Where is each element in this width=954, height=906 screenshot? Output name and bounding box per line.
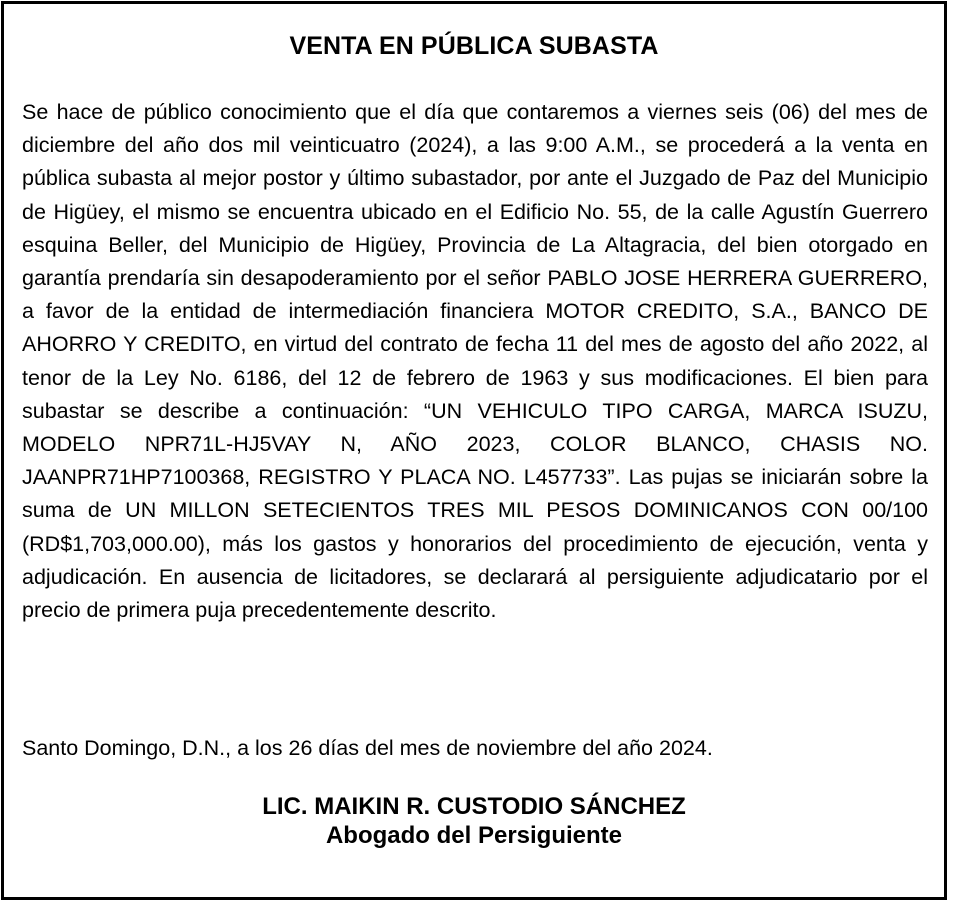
place-and-date: Santo Domingo, D.N., a los 26 días del mes de noviembre del año 2024. [22, 736, 713, 760]
signature-block [4, 792, 944, 850]
signer-name: LIC. MAIKIN R. CUSTODIO SÁNCHEZ [262, 793, 686, 820]
notice-title: VENTA EN PÚBLICA SUBASTA [289, 32, 659, 60]
legal-notice [1, 1, 947, 900]
notice-body: Se hace de público conocimiento que el día que contaremos a viernes seis (06) del mes de diciembre del año dos mil veinticuatro (2024), a las 9:00 A.M., se procederá a la venta en pública subasta al mejor postor y último subastador, por ante el Juzgado de Paz del Municipio de Higüey, el mismo se encuentra ubicado en el Edificio No. 55, de la calle Agustín Guerrero esquina Beller, del Municipio de Higüey, Provincia de La Altagracia, del bien otorgado en garantía prendaría sin desapoderamiento por el señor PABLO JOSE HERRERA GUERRERO, a favor de la entidad de intermediación financiera MOTOR CREDITO, S.A., BANCO DE AHORRO Y CREDITO, en virtud del contrato de fecha 11 del mes de agosto del año 2022, al tenor de la Ley No. 6186, del 12 de febrero de 1963 y sus modificaciones. El bien para subastar se describe a continuación: “UN VEHICULO TIPO CARGA, MARCA ISUZU, MODELO NPR71L-HJ5VAY N, AÑO 2023, COLOR BLANCO, CHASIS NO. JAANPR71HP7100368, REGISTRO Y PLACA NO. L457733”. Las pujas se iniciarán sobre la suma de UN MILLON SETECIENTOS TRES MIL PESOS DOMINICANOS CON 00/100 (RD$1,703,000.00), más los gastos y honorarios del procedimiento de ejecución, venta y adjudicación. En ausencia de licitadores, se declarará al persiguiente adjudicatario por el precio de primera puja precedentemente descrito. [22, 100, 928, 623]
signer-role: Abogado del Persiguiente [325, 822, 623, 849]
